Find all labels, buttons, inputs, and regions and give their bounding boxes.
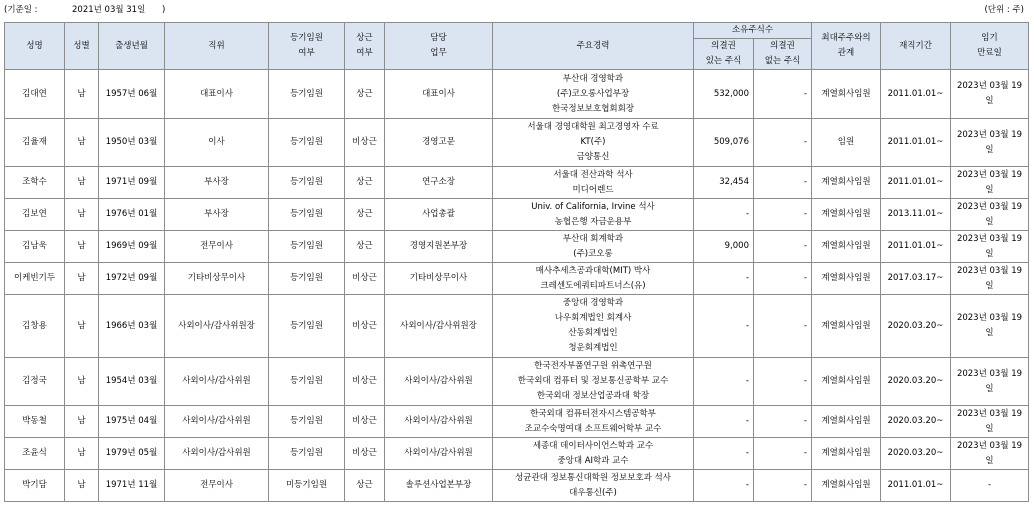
cell-duty: 연구소장 bbox=[385, 167, 493, 199]
cell-name: 김정국 bbox=[5, 358, 65, 406]
cell-gender: 남 bbox=[65, 295, 99, 358]
cell-relation: 계열회사임원 bbox=[812, 199, 881, 231]
career-line: 한국전자부품연구원 위촉연구원 bbox=[534, 361, 652, 371]
cell-term: 2023년 03월 19일 bbox=[951, 358, 1029, 406]
career-line: 한국외대 컴퓨터전자시스템공학부 bbox=[530, 408, 656, 419]
cell-nonvoting-shares: - bbox=[754, 470, 812, 502]
career-line: 크레센도에쿼티파트너스(유) bbox=[540, 280, 646, 291]
header-name: 성명 bbox=[5, 23, 65, 70]
cell-fulltime: 상근 bbox=[345, 470, 385, 502]
basis-close: ) bbox=[162, 5, 166, 15]
cell-position: 부사장 bbox=[165, 167, 269, 199]
cell-birth: 1971년 09월 bbox=[99, 167, 165, 199]
cell-duty: 사외이사/감사위원장 bbox=[385, 295, 493, 358]
header-nonvoting-l1: 의결권 bbox=[770, 41, 795, 51]
cell-voting-shares: - bbox=[694, 263, 754, 295]
cell-voting-shares: - bbox=[694, 470, 754, 502]
table-row bbox=[5, 295, 1029, 358]
cell-fulltime: 상근 bbox=[345, 231, 385, 263]
cell-career bbox=[493, 295, 694, 358]
career-line: 서울대 전산과학 석사 bbox=[553, 169, 633, 180]
career-line: (주)코오롱사업부장 bbox=[556, 88, 630, 99]
cell-voting-shares: 9,000 bbox=[694, 231, 754, 263]
header-relation-l1: 최대주주와의 bbox=[821, 33, 871, 43]
cell-nonvoting-shares: - bbox=[754, 438, 812, 470]
header-term bbox=[951, 23, 1029, 70]
cell-duty: 경영고문 bbox=[385, 119, 493, 167]
cell-tenure: 2011.01.01~ bbox=[881, 470, 951, 502]
cell-registered: 등기임원 bbox=[269, 119, 345, 167]
cell-tenure: 2020.03.20~ bbox=[881, 406, 951, 438]
cell-gender: 남 bbox=[65, 470, 99, 502]
cell-term: 2023년 03월 19일 bbox=[951, 70, 1029, 119]
cell-registered: 등기임원 bbox=[269, 231, 345, 263]
cell-voting-shares: - bbox=[694, 358, 754, 406]
cell-career bbox=[493, 167, 694, 199]
cell-position: 사외이사/감사위원 bbox=[165, 406, 269, 438]
table-row bbox=[5, 263, 1029, 295]
header-registered bbox=[269, 23, 345, 70]
table-row bbox=[5, 119, 1029, 167]
cell-registered: 등기임원 bbox=[269, 199, 345, 231]
cell-gender: 남 bbox=[65, 119, 99, 167]
career-line: KT(주) bbox=[580, 137, 606, 147]
cell-position: 사외이사/감사위원장 bbox=[165, 295, 269, 358]
cell-gender: 남 bbox=[65, 358, 99, 406]
cell-relation: 임원 bbox=[812, 119, 881, 167]
cell-nonvoting-shares: - bbox=[754, 70, 812, 119]
cell-relation: 계열회사임원 bbox=[812, 358, 881, 406]
report-header bbox=[0, 0, 1034, 22]
cell-name: 조학수 bbox=[5, 167, 65, 199]
cell-registered: 등기임원 bbox=[269, 263, 345, 295]
header-voting-l2: 있는 주식 bbox=[705, 56, 742, 66]
cell-position: 전무이사 bbox=[165, 470, 269, 502]
cell-registered: 등기임원 bbox=[269, 295, 345, 358]
cell-name: 박동철 bbox=[5, 406, 65, 438]
cell-gender: 남 bbox=[65, 70, 99, 119]
cell-registered: 등기임원 bbox=[269, 70, 345, 119]
cell-fulltime: 상근 bbox=[345, 70, 385, 119]
career-line: 조교수숙명여대 소프트웨어학부 교수 bbox=[524, 423, 662, 434]
cell-gender: 남 bbox=[65, 438, 99, 470]
cell-position: 대표이사 bbox=[165, 70, 269, 119]
cell-voting-shares: - bbox=[694, 406, 754, 438]
cell-name: 김율재 bbox=[5, 119, 65, 167]
career-line: 농협은행 자금운용부 bbox=[554, 216, 632, 227]
cell-term: 2023년 03월 19일 bbox=[951, 199, 1029, 231]
table-row bbox=[5, 438, 1029, 470]
header-relation-l2: 관계 bbox=[837, 48, 855, 58]
cell-term: - bbox=[951, 470, 1029, 502]
cell-relation: 계열회사임원 bbox=[812, 70, 881, 119]
cell-birth: 1969년 09월 bbox=[99, 231, 165, 263]
cell-registered: 등기임원 bbox=[269, 406, 345, 438]
executives-table bbox=[4, 22, 1029, 502]
table-row bbox=[5, 470, 1029, 502]
header-fulltime-l1: 상근 bbox=[356, 33, 373, 43]
header-voting-l1: 의결권 bbox=[711, 41, 736, 51]
header-nonvoting-l2: 없는 주식 bbox=[764, 56, 801, 66]
cell-nonvoting-shares: - bbox=[754, 295, 812, 358]
cell-fulltime: 비상근 bbox=[345, 406, 385, 438]
cell-gender: 남 bbox=[65, 167, 99, 199]
cell-career bbox=[493, 358, 694, 406]
cell-birth: 1971년 11월 bbox=[99, 470, 165, 502]
table-row bbox=[5, 70, 1029, 119]
table-row bbox=[5, 231, 1029, 263]
cell-name: 김대연 bbox=[5, 70, 65, 119]
cell-voting-shares: - bbox=[694, 295, 754, 358]
cell-gender: 남 bbox=[65, 231, 99, 263]
cell-relation: 계열회사임원 bbox=[812, 295, 881, 358]
cell-birth: 1966년 03월 bbox=[99, 295, 165, 358]
header-term-l1: 임기 bbox=[981, 33, 998, 43]
career-line: 청운회계법인 bbox=[568, 343, 618, 353]
table-row bbox=[5, 167, 1029, 199]
cell-position: 사외이사/감사위원 bbox=[165, 438, 269, 470]
cell-voting-shares: 32,454 bbox=[694, 167, 754, 199]
cell-registered: 등기임원 bbox=[269, 358, 345, 406]
cell-relation: 계열회사임원 bbox=[812, 231, 881, 263]
cell-duty: 대표이사 bbox=[385, 70, 493, 119]
cell-term: 2023년 03월 19일 bbox=[951, 406, 1029, 438]
header-gender: 성별 bbox=[65, 23, 99, 70]
career-line: 부산대 경영학과 bbox=[562, 73, 624, 84]
cell-career bbox=[493, 119, 694, 167]
cell-registered: 등기임원 bbox=[269, 438, 345, 470]
header-fulltime-l2: 여부 bbox=[356, 48, 373, 58]
cell-tenure: 2020.03.20~ bbox=[881, 358, 951, 406]
cell-position: 부사장 bbox=[165, 199, 269, 231]
basis-date: 2021년 03월 31일 bbox=[72, 5, 146, 15]
career-line: 성균관대 정보통신대학원 정보보호과 석사 bbox=[515, 472, 671, 483]
cell-position: 사외이사/감사위원 bbox=[165, 358, 269, 406]
header-registered-l1: 등기임원 bbox=[290, 33, 323, 43]
cell-voting-shares: 532,000 bbox=[694, 70, 754, 119]
cell-tenure: 2011.01.01~ bbox=[881, 231, 951, 263]
career-line: 세종대 데이터사이언스학과 교수 bbox=[532, 440, 654, 451]
cell-nonvoting-shares: - bbox=[754, 119, 812, 167]
cell-tenure: 2013.11.01~ bbox=[881, 199, 951, 231]
cell-registered: 미등기임원 bbox=[269, 470, 345, 502]
cell-relation: 계열회사임원 bbox=[812, 438, 881, 470]
cell-relation: 계열회사임원 bbox=[812, 263, 881, 295]
cell-relation: 계열회사임원 bbox=[812, 167, 881, 199]
cell-duty: 경영지원본부장 bbox=[385, 231, 493, 263]
header-voting bbox=[694, 39, 754, 70]
cell-fulltime: 비상근 bbox=[345, 438, 385, 470]
cell-career bbox=[493, 263, 694, 295]
cell-birth: 1950년 03월 bbox=[99, 119, 165, 167]
table-row bbox=[5, 406, 1029, 438]
header-registered-l2: 여부 bbox=[298, 48, 315, 58]
cell-nonvoting-shares: - bbox=[754, 231, 812, 263]
cell-career bbox=[493, 231, 694, 263]
cell-birth: 1976년 01월 bbox=[99, 199, 165, 231]
header-position: 직위 bbox=[165, 23, 269, 70]
career-line: 산동회계법인 bbox=[568, 328, 618, 338]
cell-term: 2023년 03월 19일 bbox=[951, 119, 1029, 167]
cell-term: 2023년 03월 19일 bbox=[951, 231, 1029, 263]
career-line: 미디어렌드 bbox=[572, 184, 614, 195]
cell-nonvoting-shares: - bbox=[754, 406, 812, 438]
cell-nonvoting-shares: - bbox=[754, 358, 812, 406]
cell-nonvoting-shares: - bbox=[754, 263, 812, 295]
career-line: 매사추세츠공과대학(MIT) 박사 bbox=[535, 265, 651, 276]
cell-duty: 사외이사/감사위원 bbox=[385, 438, 493, 470]
career-line: 나우회계법인 회계사 bbox=[554, 313, 632, 323]
header-fulltime bbox=[345, 23, 385, 70]
header-shares: 소유주식수 bbox=[694, 23, 812, 39]
header-nonvoting bbox=[754, 39, 812, 70]
header-tenure: 재직기간 bbox=[881, 23, 951, 70]
career-line: 대우통신(주) bbox=[569, 487, 617, 498]
header-career: 주요경력 bbox=[493, 23, 694, 70]
career-line: (주)코오롱 bbox=[573, 248, 613, 259]
header-birth: 출생년월 bbox=[99, 23, 165, 70]
career-line: 금양통신 bbox=[576, 152, 610, 162]
cell-gender: 남 bbox=[65, 406, 99, 438]
cell-tenure: 2020.03.20~ bbox=[881, 295, 951, 358]
cell-duty: 기타비상무이사 bbox=[385, 263, 493, 295]
cell-duty: 사외이사/감사위원 bbox=[385, 406, 493, 438]
cell-career bbox=[493, 70, 694, 119]
header-relation bbox=[812, 23, 881, 70]
cell-career bbox=[493, 438, 694, 470]
cell-term: 2023년 03월 19일 bbox=[951, 295, 1029, 358]
cell-fulltime: 상근 bbox=[345, 199, 385, 231]
header-duty bbox=[385, 23, 493, 70]
cell-term: 2023년 03월 19일 bbox=[951, 263, 1029, 295]
career-line: 한국외대 컴퓨터 및 정보통신공학부 교수 bbox=[517, 376, 669, 386]
cell-voting-shares: 509,076 bbox=[694, 119, 754, 167]
cell-birth: 1972년 09월 bbox=[99, 263, 165, 295]
cell-birth: 1979년 05월 bbox=[99, 438, 165, 470]
cell-nonvoting-shares: - bbox=[754, 199, 812, 231]
basis-date-line bbox=[4, 3, 165, 15]
cell-fulltime: 비상근 bbox=[345, 119, 385, 167]
cell-career bbox=[493, 406, 694, 438]
career-line: 중앙대 AI학과 교수 bbox=[557, 455, 629, 466]
table-row bbox=[5, 199, 1029, 231]
header-duty-l2: 업무 bbox=[430, 48, 447, 58]
executives-table-body bbox=[5, 70, 1029, 502]
cell-gender: 남 bbox=[65, 199, 99, 231]
cell-career bbox=[493, 470, 694, 502]
cell-position: 이사 bbox=[165, 119, 269, 167]
career-line: 한국정보보호협회회장 bbox=[551, 103, 635, 114]
cell-gender: 남 bbox=[65, 263, 99, 295]
cell-position: 기타비상무이사 bbox=[165, 263, 269, 295]
cell-fulltime: 비상근 bbox=[345, 358, 385, 406]
cell-name: 김보연 bbox=[5, 199, 65, 231]
unit-label: (단위 : 주) bbox=[984, 5, 1024, 15]
cell-voting-shares: - bbox=[694, 199, 754, 231]
cell-tenure: 2020.03.20~ bbox=[881, 438, 951, 470]
header-duty-l1: 담당 bbox=[430, 33, 447, 43]
cell-duty: 솔루션사업본부장 bbox=[385, 470, 493, 502]
cell-nonvoting-shares: - bbox=[754, 167, 812, 199]
cell-tenure: 2011.01.01~ bbox=[881, 70, 951, 119]
cell-name: 박기담 bbox=[5, 470, 65, 502]
cell-fulltime: 상근 bbox=[345, 167, 385, 199]
cell-duty: 사외이사/감사위원 bbox=[385, 358, 493, 406]
career-line: 한국외대 정보산업공과대 학장 bbox=[536, 391, 650, 401]
cell-relation: 계열회사임원 bbox=[812, 470, 881, 502]
cell-voting-shares: - bbox=[694, 438, 754, 470]
cell-name: 김창용 bbox=[5, 295, 65, 358]
career-line: Univ. of California, Irvine 석사 bbox=[531, 201, 655, 212]
cell-fulltime: 비상근 bbox=[345, 263, 385, 295]
cell-term: 2023년 03월 19일 bbox=[951, 438, 1029, 470]
cell-fulltime: 비상근 bbox=[345, 295, 385, 358]
cell-tenure: 2011.01.01~ bbox=[881, 167, 951, 199]
header-term-l2: 만료일 bbox=[977, 48, 1002, 58]
cell-name: 이케빈기두 bbox=[5, 263, 65, 295]
career-line: 서울대 경영대학원 최고경영자 수료 bbox=[527, 122, 659, 132]
cell-birth: 1957년 06월 bbox=[99, 70, 165, 119]
basis-label: (기준일 : bbox=[4, 5, 38, 15]
cell-term: 2023년 03월 19일 bbox=[951, 167, 1029, 199]
cell-birth: 1975년 04월 bbox=[99, 406, 165, 438]
cell-tenure: 2017.03.17~ bbox=[881, 263, 951, 295]
table-row bbox=[5, 358, 1029, 406]
cell-duty: 사업총괄 bbox=[385, 199, 493, 231]
cell-name: 김남욱 bbox=[5, 231, 65, 263]
cell-tenure: 2011.01.01~ bbox=[881, 119, 951, 167]
cell-birth: 1954년 03월 bbox=[99, 358, 165, 406]
career-line: 중앙대 경영학과 bbox=[562, 298, 624, 308]
cell-relation: 계열회사임원 bbox=[812, 406, 881, 438]
career-line: 부산대 회계학과 bbox=[562, 233, 624, 244]
cell-career bbox=[493, 199, 694, 231]
cell-name: 조윤식 bbox=[5, 438, 65, 470]
cell-position: 전무이사 bbox=[165, 231, 269, 263]
cell-registered: 등기임원 bbox=[269, 167, 345, 199]
